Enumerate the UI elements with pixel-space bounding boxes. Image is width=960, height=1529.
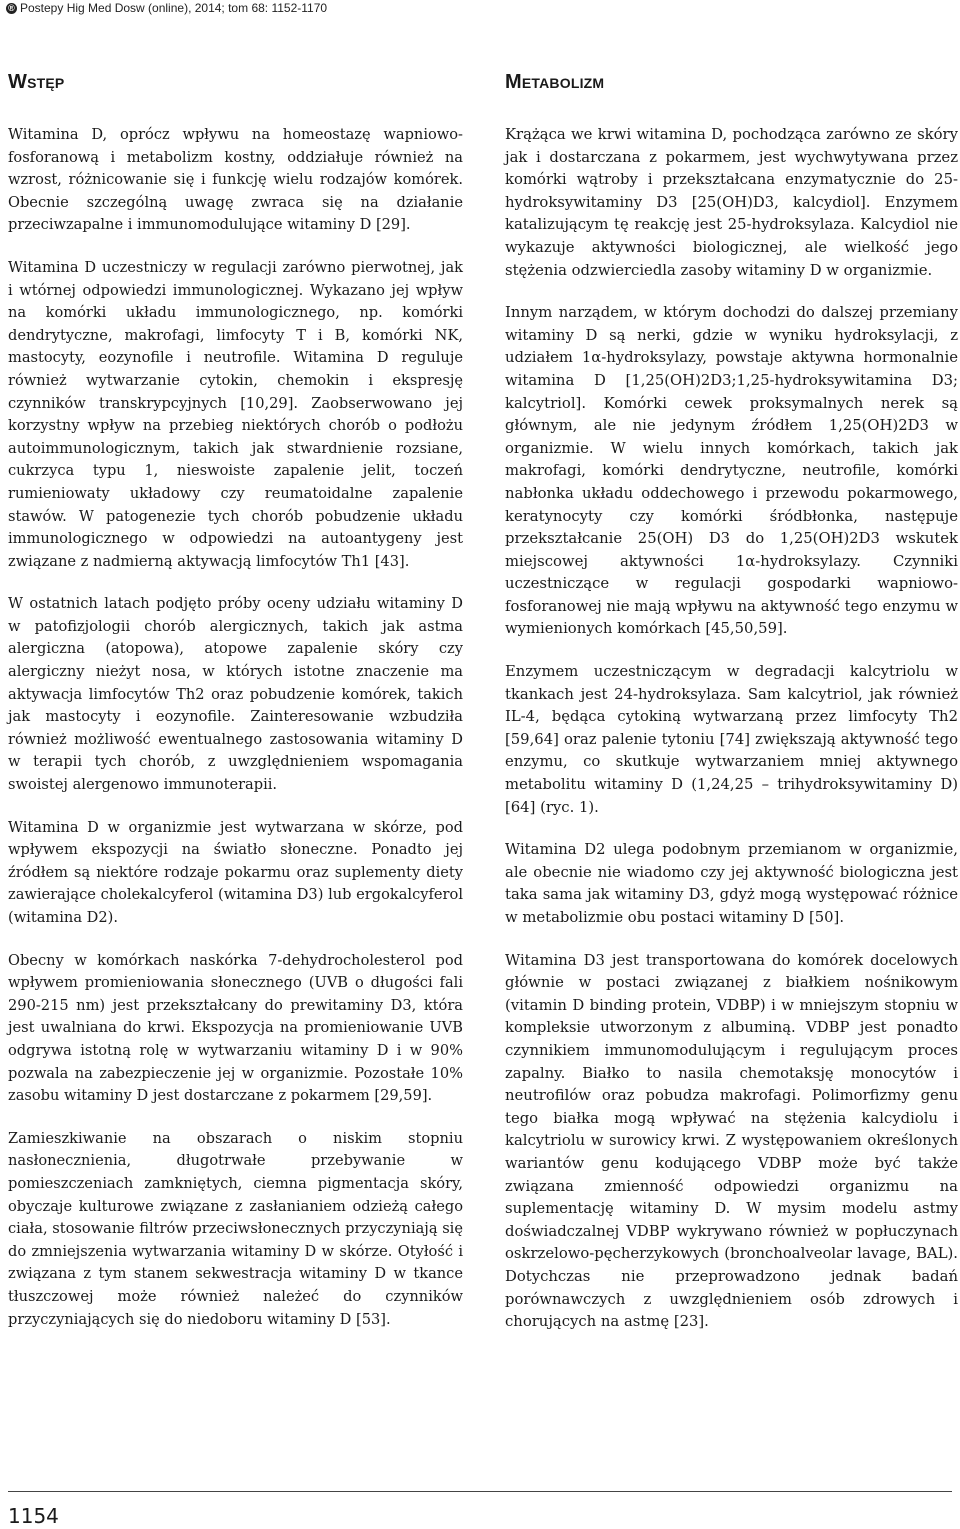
left-column [8, 70, 463, 1351]
section-heading-intro: Wstęp [8, 71, 65, 93]
running-header [6, 0, 327, 16]
page-number: 1154 [8, 1504, 59, 1528]
paragraph: Witamina D2 ulega podobnym przemianom w organizmie, ale obecnie nie wiadomo czy jej aktywność biologiczna jest taka sama jak witaminy D3, gdyż mogą występować różnice w metabolizmie obu postaci witaminy D [50]. [505, 841, 958, 926]
section-heading-metabolism: Metabolizm [505, 71, 605, 93]
paragraph: Witamina D, oprócz wpływu na homeostazę wapniowo-fosforanową i metabolizm kostny, oddziałuje również na wzrost, różnicowanie się i funkcję wielu rodzajów komórek. Obecnie szczególną uwagę zwraca się na działanie przeciwzapalne i immunomodulujące witaminy D [29]. [8, 126, 463, 234]
paragraph: Witamina D3 jest transportowana do komórek docelowych głównie w postaci związanej z białkiem nośnikowym (vitamin D binding protein, VDBP) i w mniejszym stopniu w kompleksie utworzonym z albuminą. VDBP jest ponadto czynnikiem immunomodulującym i regulującym proces zapalny. Białko to nasila chemotaksję monocytów i neutrofilów oraz pobudza makrofagi. Polimorfizmy genu tego białka mogą wpływać na stężenia kalcydiolu i kalcytriolu w surowicy krwi. Z występowaniem określonych wariantów genu kodującego VDBP może być także związana zmienność odpowiedzi organizmu na suplementację witaminy D. W mysim modelu astmy doświadczalnej VDBP wykrywano również w popłuczynach oskrzelowo-pęcherzykowych (bronchoalveolar lavage, BAL). Dotychczas nie przeprowadzono jednak badań porównawczych z uwzględnieniem osób zdrowych i chorujących na astmę [23]. [505, 951, 958, 1331]
footer-divider [8, 1491, 952, 1492]
paragraph: Witamina D w organizmie jest wytwarzana w skórze, pod wpływem ekspozycji na światło słoneczne. Ponadto jej źródłem są niektóre rodzaje pokarmu oraz suplementy diety zawierające cholekalcyferol (witamina D3) lub ergokalcyferol (witamina D2). [8, 818, 463, 926]
registered-icon: ® [6, 3, 17, 14]
paragraph: Enzymem uczestniczącym w degradacji kalcytriolu w tkankach jest 24-hydroksylaza. Sam kalcytriol, jak również IL-4, będąca cytokiną wytwarzaną przez limfocyty Th2 [59,64] oraz palenie tytoniu [74] zwiększają aktywność tego enzymu, co skutkuje wytwarzaniem mniej aktywnego metabolitu witaminy D (1,24,25 – trihydroksywitaminy D) [64] (ryc. 1). [505, 663, 958, 816]
paragraph: Innym narządem, w którym dochodzi do dalszej przemiany witaminy D są nerki, gdzie w wyniku hydroksylacji, z udziałem 1α-hydroksylazy, powstaje aktywna hormonalnie witamina D [1,25(OH)2D3;1,25-hydroksywitamina D3; kalcytriol]. Komórki cewek proksymalnych nerek są głównym, ale nie jedynym źródłem 1,25(OH)2D3 w organizmie. W wielu innych komórkach, takich jak makrofagi, komórki dendrytyczne, neutrofile, komórki nabłonka układu oddechowego i przewodu pokarmowego, keratynocyty czy komórki śródbłonka, następuje przekształcanie 25(OH) D3 do 1,25(OH)2D3 wskutek miejscowej aktywności 1α-hydroksylazy. Czynniki uczestniczące w regulacji gospodarki wapniowo-fosforanowej nie mają wpływu na aktywność tego enzymu w wymienionych komórkach [45,50,59]. [505, 304, 958, 638]
right-column [505, 70, 958, 1354]
paragraph: Obecny w komórkach naskórka 7-dehydrocholesterol pod wpływem promieniowania słonecznego (UVB o długości fali 290-215 nm) jest przekształcany do prewitaminy D3, która jest uwalniana do krwi. Ekspozycja na promieniowanie UVB odgrywa istotną rolę w wytwarzaniu witaminy D i w 90% pozwala na zabezpieczenie jej w organizmie. Pozostałe 10% zasobu witaminy D jest dostarczane z pokarmem [29,59]. [8, 951, 463, 1105]
paragraph: Witamina D uczestniczy w regulacji zarówno pierwotnej, jak i wtórnej odpowiedzi immunologicznej. Wykazano jej wpływ na komórki układu immunologicznego, np. komórki dendrytyczne, makrofagi, limfocyty T i B, komórki NK, mastocyty, eozynofile i neutrofile. Witamina D reguluje również wytwarzanie cytokin, chemokin i ekspresję czynników transkrypcyjnych [10,29]. Zaobserwowano jej korzystny wpływ na przebieg niektórych chorób o podłożu autoimmunologicznym, takich jak stwardnienie rozsiane, cukrzyca typu 1, nieswoiste zapalenie jelit, toczeń rumieniowaty układowy czy reumatoidalne zapalenie stawów. W patogenezie tych chorób pobudzenie układu immunologicznego w odpowiedzi na autoantygeny jest związane z nadmierną aktywacją limfocytów Th1 [43]. [8, 258, 463, 570]
paragraph: Krążąca we krwi witamina D, pochodząca zarówno ze skóry jak i dostarczana z pokarmem, jest wychwytywana przez komórki wątroby i przekształcana enzymatycznie do 25-hydroksywitaminy D3 [25(OH)D3, kalcydiol]. Enzymem katalizującym tę reakcję jest 25-hydroksylaza. Kalcydiol nie wykazuje aktywności biologicznej, ale wielkość jego stężenia odzwierciedla zasoby witaminy D w organizmie. [505, 126, 958, 279]
paragraph: Zamieszkiwanie na obszarach o niskim stopniu nasłonecznienia, długotrwałe przebywanie w pomieszczeniach zamkniętych, ciemna pigmentacja skóry, obyczaje kulturowe związane z zasłanianiem odzieżą całego ciała, stosowanie filtrów przeciwsłonecznych przyczyniają się do zmniejszenia wytwarzania witaminy D w skórze. Otyłość i związana z tym stanem sekwestracja witaminy D w tkance tłuszczowej może również należeć do czynników przyczyniających się do niedoboru witaminy D [53]. [8, 1129, 463, 1328]
paragraph: W ostatnich latach podjęto próby oceny udziału witaminy D w patofizjologii chorób alergicznych, takich jak astma alergiczna (atopowa), atopowe zapalenie skóry czy alergiczny nieżyt nosa, w których istotne znaczenie ma aktywacja limfocytów Th2 oraz pobudzenie komórek, takich jak mastocyty i eozynofile. Zainteresowanie wzbudziła również możliwość ewentualnego zastosowania witaminy D w terapii tych chorób, z uwzględnieniem wspomagania swoistej alergenowo immunoterapii. [8, 595, 463, 794]
journal-citation: Postepy Hig Med Dosw (online), 2014; tom 68: 1152-1170 [20, 1, 328, 15]
